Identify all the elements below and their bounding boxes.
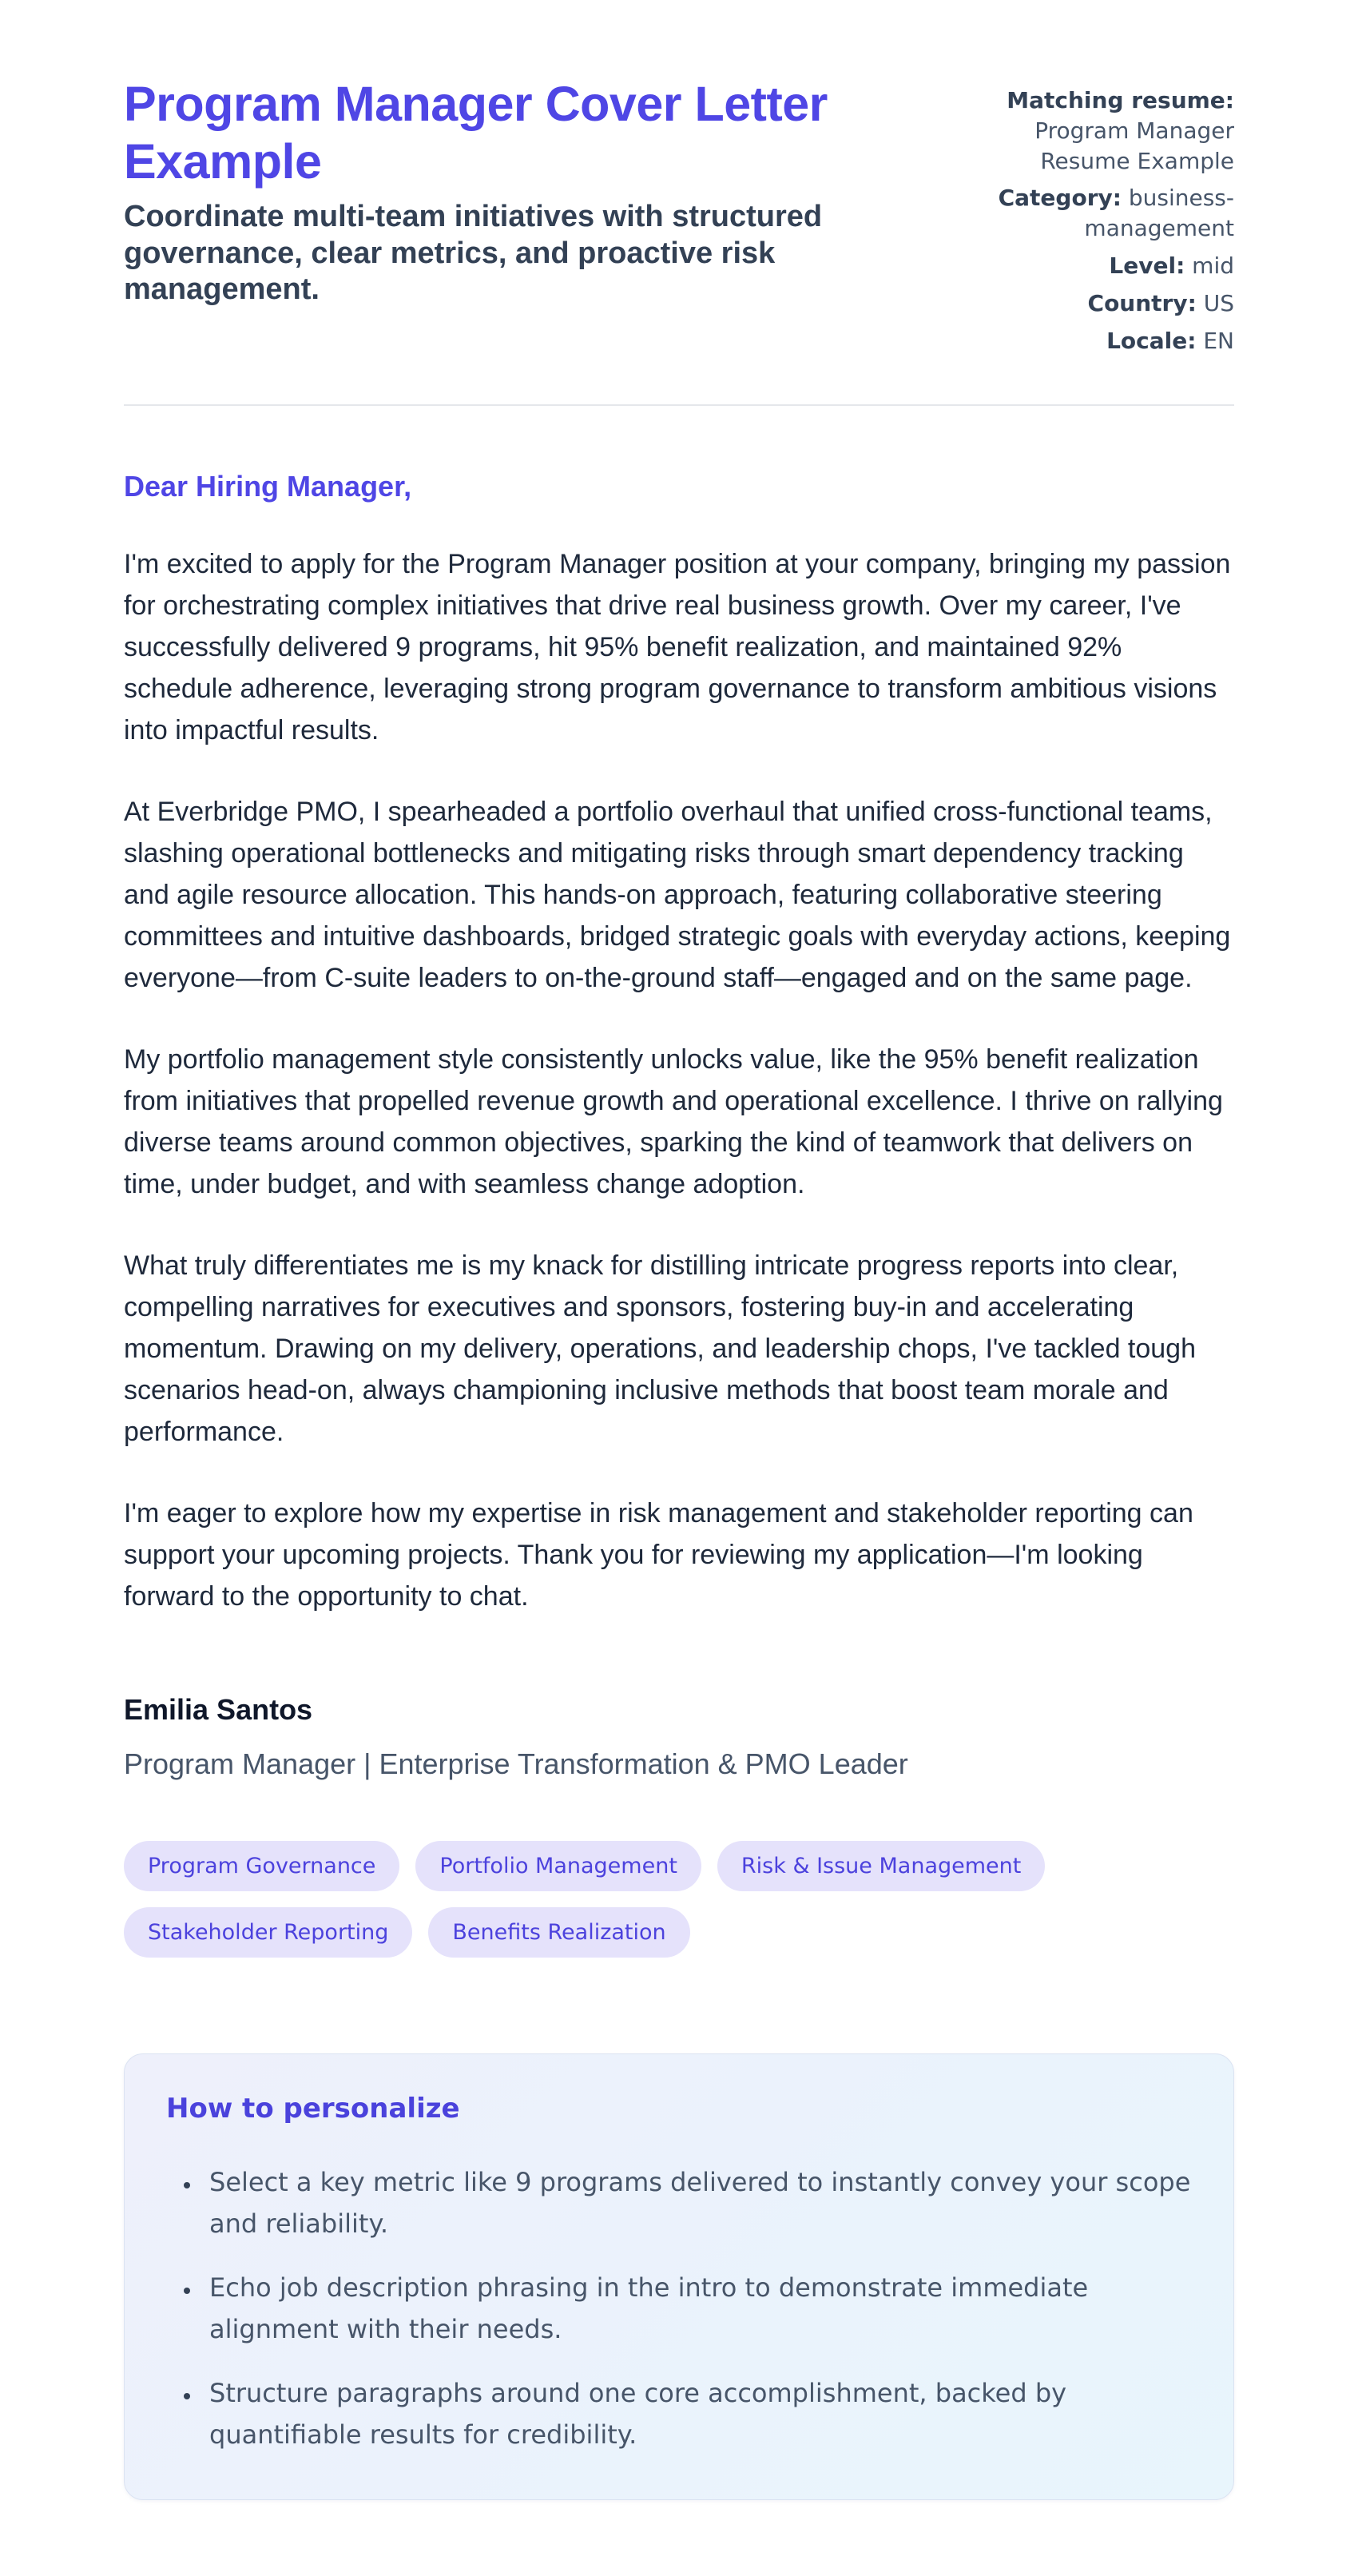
meta-matching-resume [995,85,1234,176]
tag-pill: Program Governance [124,1841,399,1891]
meta-level [995,251,1234,281]
meta-locale [995,326,1234,356]
meta-country [995,288,1234,319]
personalize-tips [166,2161,1192,2455]
letter-paragraph: I'm eager to explore how my expertise in risk management and stakeholder reporting can support your upcoming projects. Thank you for reviewing my application—I'm looking forward to the opportunity to chat. [124,1498,1193,1612]
meta-label: Matching resume: [1007,87,1234,113]
meta-value: Program Manager Resume Example [1034,117,1234,174]
tag-pill: Stakeholder Reporting [124,1907,412,1958]
tag-list [124,1841,1234,1958]
tip-item: • Structure paragraphs around one core accomplishment, backed by quantifiable results for credibility. [201,2372,1192,2455]
salutation: Dear Hiring Manager, [124,470,412,503]
header [124,76,1234,363]
tag-pill: Risk & Issue Management [717,1841,1045,1891]
tip-item: • Select a key metric like 9 programs delivered to instantly convey your scope and reliability. [201,2161,1192,2244]
letter-paragraph: My portfolio management style consistently unlocks value, like the 95% benefit realization from initiatives that propelled revenue growth and operational excellence. I thrive on rallying diverse teams around common objectives, sparking the kind of teamwork that delivers on time, under budget, and with seamless change adoption. [124,1044,1223,1200]
meta-label: Category: [998,185,1122,212]
signature-name: Emilia Santos [124,1693,313,1727]
page-title: Program Manager Cover Letter Example [124,77,828,189]
meta-value: US [1203,289,1234,316]
header-left [124,76,963,308]
cover-letter-body [124,470,1234,1781]
tip-item: • Echo job description phrasing in the intro to demonstrate immediate alignment with their needs. [201,2267,1192,2350]
meta-value: EN [1203,327,1234,354]
signature-role: Program Manager | Enterprise Transformation & PMO Leader [124,1747,908,1781]
meta-value: mid [1192,252,1234,279]
meta-value: business-management [1084,185,1234,242]
letter-paragraph: I'm excited to apply for the Program Manager position at your company, bringing my passion for orchestrating complex initiatives that drive real business growth. Over my career, I've successfully delivered 9 programs, hit 95% benefit realization, and maintained 92% schedule adherence, leveraging strong program governance to transform ambitious visions into impactful results. [124,549,1231,746]
meta-label: Locale: [1106,327,1197,354]
meta-panel [995,76,1234,363]
tag-pill: Portfolio Management [415,1841,701,1891]
letter-paragraph: At Everbridge PMO, I spearheaded a portfolio overhaul that unified cross-functional teams, slashing operational bottlenecks and mitigating risks through smart dependency tracking and agile resource allocation. This hands-on approach, featuring collaborative steering committees and intuitive dashboards, bridged strategic goals with everyday actions, keeping everyone—from C-suite leaders to on-the-ground staff—engaged and on the same page. [124,797,1231,994]
tag-pill: Benefits Realization [428,1907,689,1958]
page-subtitle: Coordinate multi-team initiatives with structured governance, clear metrics, and proactive risk management. [124,199,823,307]
personalize-heading: How to personalize [166,2093,460,2125]
meta-label: Level: [1109,252,1185,279]
divider [124,404,1234,406]
letter-paragraph: What truly differentiates me is my knack for distilling intricate progress reports into clear, compelling narratives for executives and sponsors, fostering buy-in and accelerating momentum. Drawing on my delivery, operations, and leadership chops, I've tackled tough scenarios head-on, always championing inclusive methods that boost team morale and performance. [124,1250,1197,1448]
personalize-box [124,2053,1234,2500]
meta-category [995,183,1234,244]
meta-label: Country: [1087,289,1197,316]
